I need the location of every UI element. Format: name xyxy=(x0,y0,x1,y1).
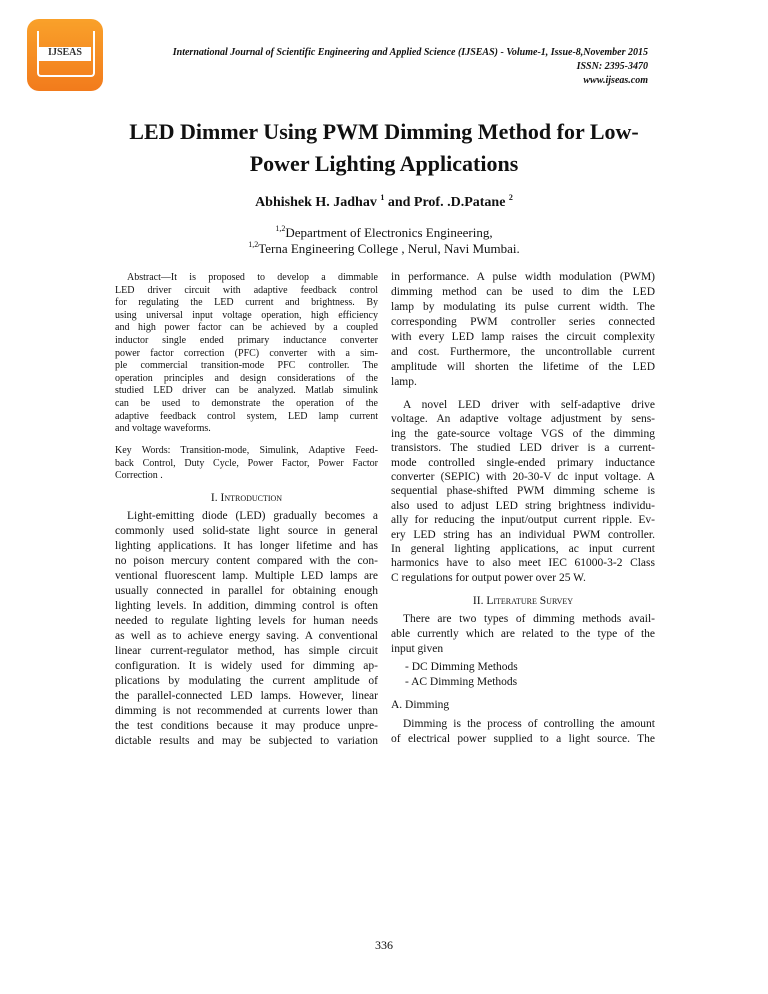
text-line: studied LED driver can be analyzed. Matlab simulink xyxy=(115,385,378,397)
paper-title-line2: Power Lighting Applications xyxy=(249,151,519,176)
text-line: usually connected in parallel for obtaining enough xyxy=(115,585,378,597)
affiliation-dept: $^{1,2}$Department of Electronics Engineering, xyxy=(275,224,493,240)
right-paragraph-2 xyxy=(391,398,655,585)
text-line: In general lighting applications, ac input current xyxy=(391,542,655,555)
dimming-methods-list xyxy=(391,660,655,690)
text-line: using universal input voltage operation, high efficiency xyxy=(115,309,378,321)
text-line: sequential phase-shifted PWM dimming scheme is xyxy=(391,485,655,498)
text-line: Key Words: Transition-mode, Simulink, Adaptive Feed- xyxy=(115,445,378,456)
text-line: needed to regulate lighting levels for human needs xyxy=(115,615,378,627)
text-line: and voltage waveforms. xyxy=(115,423,211,435)
text-line: back Control, Duty Cycle, Power Factor, Power Factor xyxy=(115,457,378,469)
text-line: ple commercial transition-mode PFC controller. The xyxy=(115,360,378,372)
text-line: and high power factor can be achieved by a coupled xyxy=(115,322,378,334)
text-line: power factor correction (PFC) converter with a sim- xyxy=(115,347,378,359)
introduction-paragraph xyxy=(115,509,378,749)
text-line: configuration. It is widely used for dimming ap- xyxy=(115,660,378,672)
text-line: lighting levels. In addition, dimming control is often xyxy=(115,600,378,612)
text-line: input given xyxy=(391,643,444,655)
text-line: LED driver circuit with adaptive feedback control xyxy=(115,284,378,296)
text-line: A novel LED driver with self-adaptive drive xyxy=(403,399,655,411)
paper-title-line1: LED Dimmer Using PWM Dimming Method for Low- xyxy=(129,119,639,144)
text-line: transistors. The studied LED driver is a current- xyxy=(391,442,655,455)
text-line: ing the gate-source voltage VGS of the dimming xyxy=(391,427,655,440)
text-line: as well as to achieve energy saving. A conventional xyxy=(115,630,378,642)
affiliation-college: $^{1,2}$Terna Engineering College , Nerul, Navi Mumbai. xyxy=(248,240,520,256)
text-line: dictable results and may be subjected to variation xyxy=(115,735,378,747)
text-line: with every LED lamp raises the circuit complexity xyxy=(391,331,655,343)
text-line: the test conditions because it may produce unpre- xyxy=(115,720,378,732)
abstract xyxy=(115,272,378,436)
text-line: mode controlled single-ended primary inductance xyxy=(391,456,655,469)
journal-name: International Journal of Scientific Engineering and Applied Science (IJSEAS) - Volume-1, Issue-8,November 2015 xyxy=(172,47,648,58)
text-line: the parallel-connected LED lamps. However, linear xyxy=(115,690,378,702)
text-line: and cost. Furthermore, the uncontrollable current xyxy=(391,346,655,358)
text-line: harmonics have to also meet IEC 61000-3-2 Class xyxy=(391,557,655,570)
text-line: in performance. A pulse width modulation (PWM) xyxy=(391,271,655,283)
text-line: Dimming is the process of controlling the amount xyxy=(403,718,655,730)
text-line: converter (SEPIC) with 20-30-V dc input voltage. A xyxy=(391,470,655,483)
text-line: for regulating the LED current and brightness. By xyxy=(115,297,378,309)
text-line: ery LED string has an individual PWM controller. xyxy=(391,528,655,541)
text-line: C regulations for output power over 25 W. xyxy=(391,571,586,584)
text-line: ventional fluorescent lamp. Multiple LED lamps are xyxy=(115,570,378,582)
text-line: There are two types of dimming methods avail- xyxy=(403,613,655,625)
journal-website[interactable]: www.ijseas.com xyxy=(583,75,648,86)
section-heading-introduction: I. Introduction xyxy=(210,492,283,504)
text-line: linear current-regulator method, has simple circuit xyxy=(115,645,378,657)
text-line: Light-emitting diode (LED) gradually becomes a xyxy=(127,510,378,522)
keywords xyxy=(115,445,378,483)
text-line: amplitude will shorten the lifetime of the LED xyxy=(391,361,655,373)
list-item: - DC Dimming Methods xyxy=(405,661,518,673)
journal-logo: IJSEAS xyxy=(27,19,103,91)
right-paragraph-1 xyxy=(391,270,655,390)
authors: Abhishek H. Jadhav $^1$ and Prof. .D.Patane $^2$ xyxy=(255,193,513,210)
text-line: operation principles and design considerations of the xyxy=(115,372,378,384)
issn: ISSN: 2395-3470 xyxy=(576,61,648,72)
section-heading-literature-survey: II. Literature Survey xyxy=(472,595,574,607)
text-line: plications by modulating the current amplitude of xyxy=(115,675,378,687)
text-line: lamp by modulating its pulse current width. The xyxy=(391,301,655,313)
text-line: also used to adjust LED string brightness individu- xyxy=(391,499,655,512)
text-line: corresponding PWM controller series connected xyxy=(391,316,655,328)
text-line: inductor single ended primary inductance converter xyxy=(115,334,378,346)
text-line: Correction . xyxy=(115,470,163,482)
text-line: no poison mercury content compared with the con- xyxy=(115,555,378,567)
text-line: adaptive feedback control system, LED lamp current xyxy=(115,410,378,422)
text-line: can be used to demonstrate the operation of the xyxy=(115,397,378,409)
subsection-heading-dimming: A. Dimming xyxy=(391,699,450,711)
text-line: commonly used solid-state light source in general xyxy=(115,525,378,537)
dimming-paragraph xyxy=(391,717,655,747)
literature-paragraph xyxy=(391,612,655,657)
text-line: dimming is not recommended at currents lower than xyxy=(115,705,378,717)
text-line: of electrical power supplied to a light source. The xyxy=(391,733,655,745)
text-line: dimming method can be used to dim the LED xyxy=(391,286,655,298)
text-line: lighting applications. It has longer lifetime and has xyxy=(115,540,378,552)
text-line: ally for reducing the input/output current ripple. Ev- xyxy=(391,514,655,527)
text-line: lamp. xyxy=(391,376,417,388)
text-line: voltage. An adaptive voltage adjustment by sens- xyxy=(391,413,655,426)
text-line: Abstract—It is proposed to develop a dimmable xyxy=(127,272,378,283)
list-item: - AC Dimming Methods xyxy=(405,676,518,688)
text-line: able currently which are related to the type of the xyxy=(391,628,655,640)
page-number: 336 xyxy=(375,938,393,952)
